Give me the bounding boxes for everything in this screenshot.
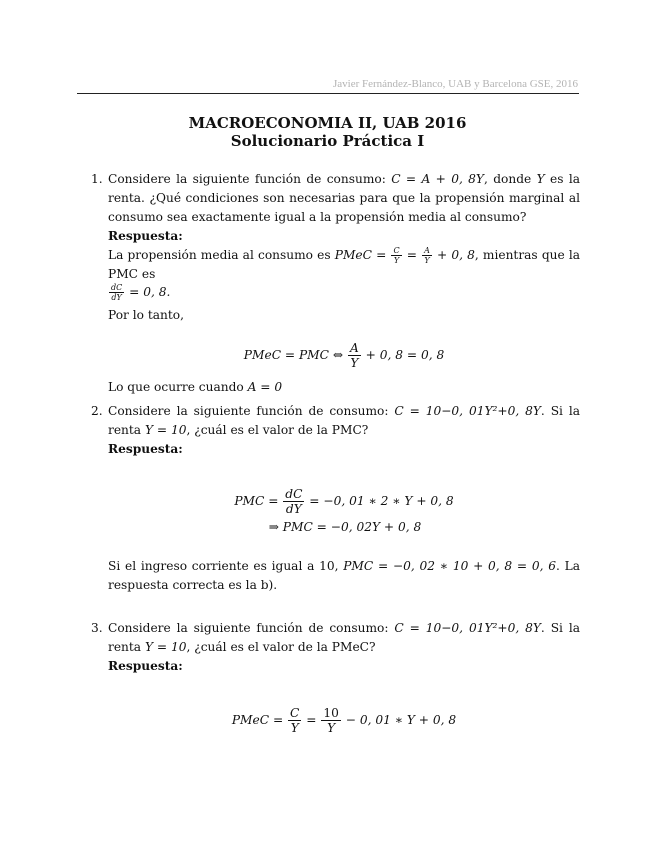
equation-q1 (108, 341, 580, 370)
math: + 0, 8 (432, 248, 475, 262)
fraction-dc-dy (109, 283, 124, 302)
q-text: es la renta. ¿Qué condiciones son necesarias para que la propensión marginal al consumo sea exactamente igual a la propensión media al consumo? (108, 172, 580, 224)
running-header: Javier Fernández-Blanco, UAB y Barcelona GSE, 2016 (333, 78, 578, 90)
frac-num: C (393, 246, 400, 255)
q-text: . Si la renta (108, 404, 580, 437)
frac-num: dC (285, 487, 303, 501)
math: = 0, 8. (125, 285, 171, 299)
question-text (108, 619, 580, 657)
question-3 (78, 619, 580, 735)
eq-left: PMC = (234, 494, 283, 508)
frac-den: Y (393, 256, 400, 265)
fraction-c-over-y (288, 706, 301, 735)
frac-den: Y (424, 256, 430, 265)
consumption-function: C = 10−0, 01Y²+0, 8Y (394, 404, 541, 418)
math: A = 0 (247, 380, 283, 394)
answer-text (108, 246, 580, 302)
q-text: . Si la renta (108, 621, 580, 654)
q-text: Considere la siguiente función de consumo: (108, 172, 392, 186)
document-title: MACROECONOMIA II, UAB 2016 (188, 114, 467, 132)
q-text: Considere la siguiente función de consumo: (108, 621, 395, 635)
fraction-a-over-y (422, 246, 432, 265)
document-subtitle: Solucionario Práctica I (230, 132, 425, 150)
frac-num: dC (111, 283, 123, 292)
q-text: , donde (483, 172, 537, 186)
a-text: Si el ingreso corriente es igual a 10, (108, 559, 344, 573)
answer-text (108, 557, 580, 595)
math: = (402, 248, 422, 262)
math-var: Y (536, 172, 545, 186)
equation-q2-line2: ⇒ PMC = −0, 02Y + 0, 8 (268, 520, 422, 534)
por-lo-tanto: Por lo tanto, (108, 308, 184, 322)
question-text (108, 402, 580, 440)
math: Y = 10 (144, 640, 187, 654)
math: = (302, 713, 321, 727)
fraction-dc-dy (283, 487, 304, 516)
consumption-function: C = 10−0, 01Y²+0, 8Y (394, 621, 541, 635)
frac-num: A (424, 246, 430, 255)
q-text: , ¿cuál es el valor de la PMC? (186, 423, 369, 437)
question-1 (78, 170, 580, 397)
frac-den: Y (290, 721, 299, 735)
consumption-function: C = A + 0, 8Y (391, 172, 484, 186)
math: Y = 10 (144, 423, 187, 437)
c-text: Lo que ocurre cuando (108, 380, 248, 394)
a-text: . La respuesta correcta es la b). (108, 559, 580, 592)
frac-den: Y (350, 356, 359, 370)
eq-right: + 0, 8 = 0, 8 (361, 348, 445, 362)
question-text (108, 170, 580, 227)
q-text: Considere la siguiente función de consumo: (108, 404, 395, 418)
eq-left: PMeC = PMC ⇔ (243, 348, 347, 362)
frac-num: 10 (323, 706, 339, 720)
q-text: , ¿cuál es el valor de la PMeC? (186, 640, 376, 654)
header-rule (77, 93, 579, 94)
conclusion (108, 378, 580, 397)
question-number: 2. (91, 404, 103, 418)
question-number: 1. (91, 172, 103, 186)
equation-q2-line1 (108, 487, 580, 516)
frac-den: dY (111, 293, 122, 302)
a-text: La propensión media al consumo es (108, 248, 335, 262)
eq-left: PMeC = (231, 713, 288, 727)
math: PMC = −0, 02 ∗ 10 + 0, 8 = 0, 6 (343, 559, 557, 573)
math: PMeC = (334, 248, 391, 262)
question-2 (78, 402, 580, 595)
question-number: 3. (91, 621, 103, 635)
equation-q3 (108, 706, 580, 735)
frac-den: Y (327, 721, 336, 735)
frac-num: C (290, 706, 300, 720)
answer-label: Respuesta: (108, 229, 183, 243)
fraction-10-over-y (321, 706, 341, 735)
answer-label: Respuesta: (108, 659, 183, 673)
a-text: , mientras que la PMC es (108, 248, 580, 281)
fraction-a-over-y (348, 341, 361, 370)
fraction-c-over-y (391, 246, 401, 265)
eq-right: = −0, 01 ∗ 2 ∗ Y + 0, 8 (305, 494, 454, 508)
eq-right: − 0, 01 ∗ Y + 0, 8 (341, 713, 457, 727)
frac-num: A (349, 341, 359, 355)
answer-label: Respuesta: (108, 442, 183, 456)
title-block (0, 114, 655, 150)
frac-den: dY (285, 502, 302, 516)
